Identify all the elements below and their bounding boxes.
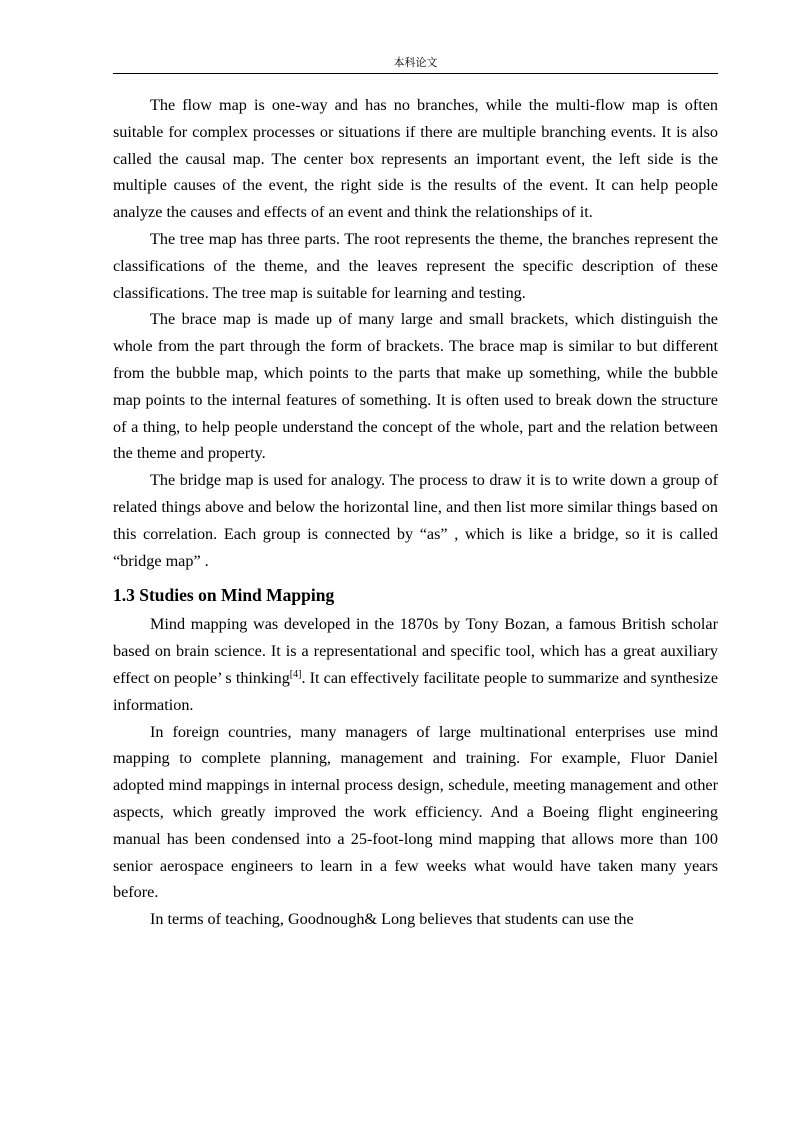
paragraph-tree-map: The tree map has three parts. The root represents the theme, the branches represent the classifications of the theme, and the leaves represent the specific description of these classifications. The tree map is suitable for learning and testing. xyxy=(113,229,718,302)
paragraph-brace-map: The brace map is made up of many large and small brackets, which distinguish the whole from the part through the form of brackets. The brace map is similar to but different from the bubble map, which points to the parts that make up something, while the bubble map points to the internal features of something. It is often used to break down the structure of a thing, to help people understand the concept of the whole, part and the relation between the theme and property. xyxy=(113,310,718,463)
section-heading: 1.3 Studies on Mind Mapping xyxy=(113,585,335,606)
paragraph-teaching: In terms of teaching, Goodnough& Long believes that students can use the xyxy=(150,910,634,929)
paragraph-multi-flow-map: The flow map is one-way and has no branches, while the multi-flow map is often suitable for complex processes or situations if there are multiple branching events. It is also called the causal map. The center box represents an important event, the left side is the multiple causes of the event, the right side is the results of the event. It can help people analyze the causes and effects of an event and think the relationships of it. xyxy=(113,96,718,222)
citation-reference: [4] xyxy=(289,668,302,680)
document-body xyxy=(113,92,718,933)
paragraph-mind-mapping-origin xyxy=(113,611,718,718)
paragraph-text: Mind mapping was developed in the 1870s by Tony Bozan, a famous British scholar based on brain science. It is a representational and specific tool, which has a great auxiliary effect on people’ s thinking xyxy=(113,615,718,687)
paragraph-text-continued: . It can effectively facilitate people to summarize and synthesize information. xyxy=(113,668,718,714)
header-rule xyxy=(113,73,718,74)
paragraph-foreign-enterprises: In foreign countries, many managers of large multinational enterprises use mind mapping to complete planning, management and training. For example, Fluor Daniel adopted mind mappings in internal process design, schedule, meeting management and other aspects, which greatly improved the work efficiency. And a Boeing flight engineering manual has been condensed into a 25-foot-long mind mapping that allows more than 100 senior aerospace engineers to learn in a few weeks what would have taken many years before. xyxy=(113,722,718,902)
paragraph-bridge-map: The bridge map is used for analogy. The process to draw it is to write down a group of related things above and below the horizontal line, and then list more similar things based on this correlation. Each group is connected by “as” , which is like a bridge, so it is called “bridge map” . xyxy=(113,471,718,570)
page-header: 本科论文 xyxy=(393,56,438,69)
